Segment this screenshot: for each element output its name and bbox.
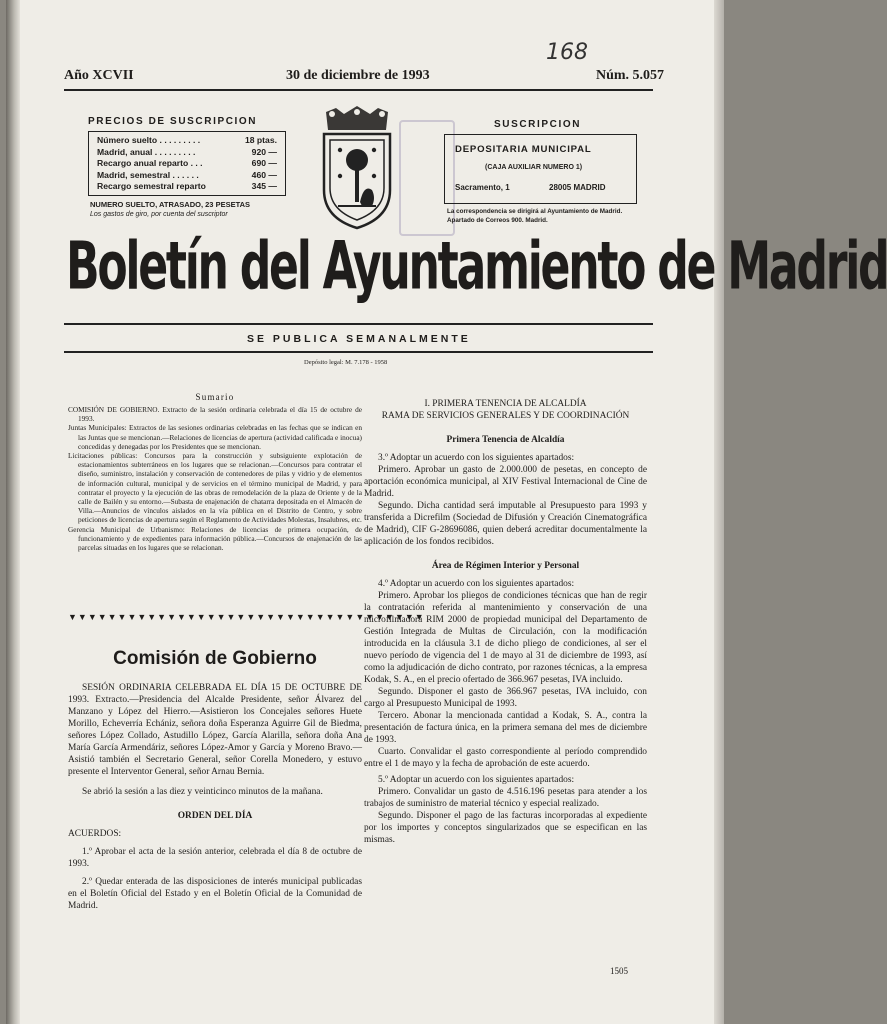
summary-item: Gerencia Municipal de Urbanismo: Relaciones de licencias de primera ocupación, de funcionamiento y de expedientes para información pública.—Concursos de enajenación de las parcelas situadas en los lugares que se relacionan.	[68, 524, 362, 553]
price-row	[97, 170, 277, 182]
article-title: Comisión de Gobierno	[113, 648, 317, 669]
masthead-title: Boletín del Ayuntamiento de Madrid	[66, 228, 887, 306]
prices-note-2: Los gastos de giro, por cuenta del suscriptor	[90, 211, 228, 218]
agreement-4-third: Tercero. Abonar la mencionada cantidad a Kodak, S. A., contra la presentación de factura única, en la primera semana del mes de diciembre de 1993.	[364, 711, 647, 745]
agreements-label: ACUERDOS:	[68, 829, 122, 839]
agreement-4-second: Segundo. Disponer el gasto de 366.967 pesetas, IVA incluido, con cargo al Presupuesto Municipal de 1993.	[364, 687, 647, 709]
price-value: 460 —	[251, 169, 277, 180]
issue-date: 30 de diciembre de 1993	[286, 68, 430, 83]
year-label: Año XCVII	[64, 68, 134, 83]
legal-deposit: Depósito legal: M. 7.178 - 1958	[304, 359, 388, 366]
price-label: Madrid, anual . . . . . . . . .	[97, 146, 196, 157]
subscription-title: SUSCRIPCION	[494, 119, 582, 130]
office-sub: (CAJA AUXILIAR NUMERO 1)	[485, 164, 583, 171]
summary-section	[68, 392, 362, 552]
agreement-3-first: Primero. Aprobar un gasto de 2.000.000 de pesetas, en concepto de aportación económica municipal, al XIV Festival Internacional de Cine de Madrid.	[364, 465, 647, 499]
binding-spine	[6, 0, 20, 1024]
summary-title: Sumario	[195, 392, 235, 402]
agreement-5-second: Segundo. Disponer el pago de las facturas incorporadas al expediente por los importes y conceptos singularizados que se especifican en las mismas.	[364, 811, 647, 845]
price-label: Recargo anual reparto . . .	[97, 158, 203, 168]
price-value: 18 ptas.	[244, 135, 277, 145]
price-row	[97, 147, 277, 159]
agreement-4-first: Primero. Aprobar los pliegos de condiciones técnicas que han de regir la contratación referida al mantenimiento y conservación de una microfilmadora RIM 2000 de propiedad municipal del Departamento de Gestión Integrada de Multas de Circulación, con la modificación introducida en la cláusula 3.1 de dicho pliego de condiciones, al ser el nuevo período de vigencia del 1 de mayo al 31 de diciembre de 1993, así como la adjudicación de dicho contrato, por razones técnicas, a la empresa Kodak, S. A., en el precio ofertado de 366.967 pesetas, IVA incluido.	[364, 591, 647, 685]
price-row	[97, 158, 277, 170]
session-paragraph: SESIÓN ORDINARIA CELEBRADA EL DÍA 15 DE OCTUBRE DE 1993. Extracto.—Presidencia del Alcalde Presidente, señor Álvarez del Manzano y López del Hierro.—Asistieron los Concejales señores Huete Morillo, Echeverría Echániz, señora doña Esperanza Aguirre Gil de Biedma, señores López Collado, Astudillo López, García Alarilla, señora doña Ana María García Armendáriz, señores López-Amor y García y Moreno Bravo.—Asistió también el Secretario General, señor Corella Monedero, y estuvo presente el Interventor General, señor Arnau Bernia.	[68, 683, 362, 777]
office-city: 28005 MADRID	[549, 183, 606, 192]
right-heading-1: I. PRIMERA TENENCIA DE ALCALDÍA	[424, 399, 587, 409]
summary-item: Licitaciones públicas: Concursos para la construcción y subsiguiente explotación de estacionamientos subterráneos en los lugares que se relacionan.—Concursos para contratar el diseño, suministro, instalación y conservación de contenedores de pilas y vidrio y de elementos de información cultural, municipal y de servicios en el término municipal de Madrid, y para contratar el proyecto y la ejecución de las obras de remodelación de la plaza de Oriente y de la calle de Bailén y su entorno.—Subasta de enajenación de chatarra depositada en el Almacén de Villa.—Anuncios de vínculos aislados en la vía pública en el Distrito de Centro, y sobre peticiones de licencias de apertura según el Reglamento de Actividades Molestas, Insalubres, etc.	[68, 451, 362, 525]
agreement-3: 3.º Adoptar un acuerdo con los siguientes apartados:	[378, 453, 575, 463]
price-label: Madrid, semestral . . . . . .	[97, 169, 199, 180]
madrid-coat-of-arms	[318, 106, 396, 230]
handwritten-number: 168	[546, 40, 588, 65]
right-article	[364, 398, 647, 846]
agreement-3-second: Segundo. Dicha cantidad será imputable al Presupuesto para 1993 y transferida a Dicrefilm (Sociedad de Difusión y Creación Cinematográfica de Madrid), CIF G-28696086, quien deberá acreditar documentalmente la aplicación de los fondos recibidos.	[364, 501, 647, 547]
order-title: ORDEN DEL DÍA	[177, 811, 253, 821]
weekly-note: SE PUBLICA SEMANALMENTE	[247, 333, 471, 345]
header-rule	[64, 89, 653, 91]
agreement-4-fourth: Cuarto. Convalidar el gasto correspondiente al período comprendido entre el 1 de mayo y la fecha de aprobación de este acuerdo.	[364, 747, 647, 769]
agreement-1: 1.º Aprobar el acta de la sesión anterior, celebrada el día 8 de octubre de 1993.	[68, 847, 362, 869]
price-row	[97, 135, 277, 147]
price-label: Recargo semestral reparto	[97, 181, 206, 191]
price-value: 690 —	[251, 158, 277, 168]
opening-paragraph: Se abrió la sesión a las diez y veinticinco minutos de la mañana.	[82, 787, 323, 797]
left-article	[68, 648, 362, 912]
regimen-interior-heading: Área de Régimen Interior y Personal	[431, 561, 580, 571]
summary-item: COMISIÓN DE GOBIERNO. Extracto de la sesión ordinaria celebrada el día 15 de octubre de 1993.	[68, 405, 362, 424]
office-street: Sacramento, 1	[455, 183, 510, 192]
right-heading-2: RAMA DE SERVICIOS GENERALES Y DE COORDINACIÓN	[381, 411, 630, 421]
agreement-4: 4.º Adoptar un acuerdo con los siguientes apartados:	[378, 579, 575, 589]
price-value: 920 —	[251, 146, 277, 157]
prices-box	[88, 131, 286, 196]
subscription-box	[444, 134, 637, 204]
ornamental-divider: ▼▼▼▼▼▼▼▼▼▼▼▼▼▼▼▼▼▼▼▼▼▼▼▼▼▼▼▼▼▼▼▼▼▼▼▼	[68, 612, 425, 622]
summary-item: Juntas Municipales: Extractos de las sesiones ordinarias celebradas en las fechas que se indican en las Juntas que se mencionan.—Relaciones de licencias de apertura (actividad calificada e inocua) concedidas y denegadas por los Presidentes que se mencionan.	[68, 423, 362, 451]
agreement-5-first: Primero. Convalidar un gasto de 4.516.196 pesetas para atender a los trabajos de suministro de material técnico y especial realizado.	[364, 787, 647, 809]
page-number: 1505	[610, 966, 628, 976]
page-edge	[714, 0, 724, 1024]
issue-number: Núm. 5.057	[596, 68, 665, 83]
office-name: DEPOSITARIA MUNICIPAL	[455, 144, 592, 155]
agreement-2: 2.º Quedar enterada de las disposiciones de interés municipal publicadas en el Boletín Oficial del Estado y en el Boletín Oficial de la Comunidad de Madrid.	[68, 877, 362, 911]
prices-title: PRECIOS DE SUSCRIPCION	[88, 116, 258, 127]
masthead-rule	[64, 323, 653, 325]
summary-list	[68, 405, 362, 552]
agreement-5: 5.º Adoptar un acuerdo con los siguientes apartados:	[378, 775, 575, 785]
price-row	[97, 181, 277, 193]
price-value: 345 —	[251, 181, 277, 191]
primera-tenencia-heading: Primera Tenencia de Alcaldía	[446, 435, 565, 445]
prices-note-1: NUMERO SUELTO, ATRASADO, 23 PESETAS	[90, 200, 251, 209]
weekly-rule	[64, 351, 653, 353]
price-label: Número suelto . . . . . . . . .	[97, 135, 201, 145]
newspaper-page	[6, 0, 887, 1024]
correspondence-note: La correspondencia se dirigirá al Ayuntamiento de Madrid. Apartado de Correos 900. Madrid.	[447, 208, 623, 224]
